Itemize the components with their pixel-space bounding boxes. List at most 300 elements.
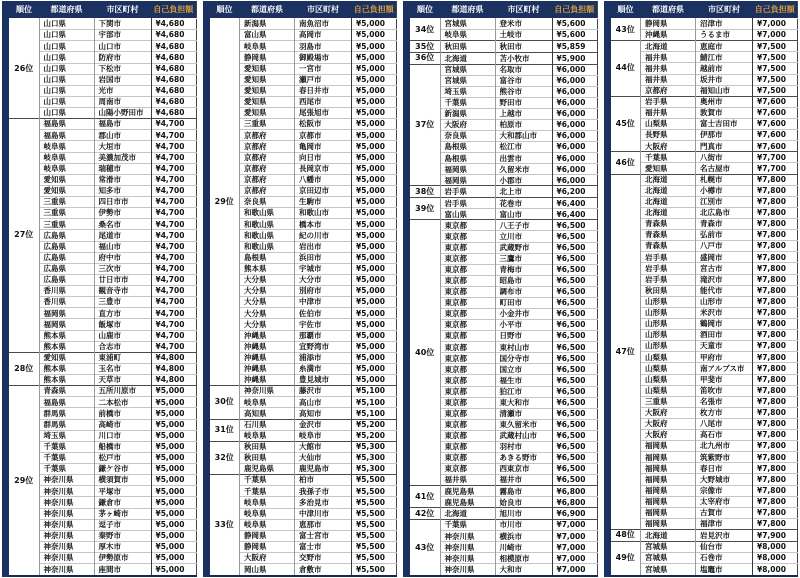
- amount-cell: ¥5,000: [352, 63, 397, 74]
- amount-cell: ¥5,500: [352, 530, 397, 541]
- city-cell: 直方市: [94, 308, 151, 319]
- city-cell: 江別市: [696, 196, 753, 207]
- prefecture-cell: 香川県: [39, 297, 94, 308]
- city-cell: 伊勢原市: [94, 553, 151, 564]
- amount-cell: ¥5,000: [151, 408, 196, 419]
- prefecture-cell: 京都府: [240, 152, 295, 163]
- city-cell: 笛吹市: [696, 385, 753, 396]
- city-cell: 岩国市: [94, 74, 151, 85]
- city-cell: 土岐市: [495, 30, 552, 41]
- prefecture-cell: 高知県: [240, 408, 295, 419]
- city-cell: 交野市: [295, 553, 352, 564]
- amount-cell: ¥4,700: [151, 174, 196, 185]
- prefecture-cell: 東京都: [440, 430, 495, 441]
- table-row: [210, 419, 397, 430]
- city-cell: 観音寺市: [94, 286, 151, 297]
- amount-cell: ¥5,000: [352, 152, 397, 163]
- table-row: [410, 520, 597, 531]
- prefecture-cell: 宮城県: [641, 541, 696, 552]
- prefecture-cell: 沖縄県: [240, 363, 295, 374]
- amount-cell: ¥5,000: [151, 508, 196, 519]
- prefecture-cell: 神奈川県: [39, 564, 94, 576]
- city-cell: 春日市: [696, 463, 753, 474]
- prefecture-cell: 岩手県: [641, 263, 696, 274]
- amount-cell: ¥5,000: [151, 386, 196, 397]
- city-cell: 瀬戸市: [295, 74, 352, 85]
- rank-cell: 43位: [611, 19, 641, 41]
- city-cell: 御殿場市: [295, 52, 352, 63]
- left-accent-bar: [203, 1, 210, 577]
- amount-cell: ¥5,100: [352, 397, 397, 408]
- city-cell: 国立市: [495, 364, 552, 375]
- prefecture-cell: 大阪府: [641, 418, 696, 429]
- amount-cell: ¥7,800: [753, 252, 798, 263]
- table-row: [611, 19, 798, 30]
- city-cell: 上越市: [495, 108, 552, 119]
- prefecture-cell: 岐阜県: [39, 163, 94, 174]
- rank-cell: 44位: [611, 41, 641, 97]
- prefecture-cell: 京都府: [240, 185, 295, 196]
- amount-cell: ¥4,680: [151, 41, 196, 52]
- prefecture-cell: 東京都: [440, 275, 495, 286]
- amount-cell: ¥6,500: [552, 441, 597, 452]
- prefecture-cell: 東京都: [440, 286, 495, 297]
- prefecture-cell: 石川県: [240, 419, 295, 430]
- amount-cell: ¥5,200: [352, 430, 397, 441]
- table-row: [210, 386, 397, 397]
- prefecture-cell: 岐阜県: [240, 497, 295, 508]
- amount-cell: ¥4,680: [151, 30, 196, 41]
- prefecture-cell: 神奈川県: [440, 564, 495, 576]
- prefecture-cell: 山口県: [39, 74, 94, 85]
- amount-cell: ¥7,800: [753, 363, 798, 374]
- prefecture-cell: 奈良県: [440, 131, 495, 142]
- prefecture-cell: 神奈川県: [39, 530, 94, 541]
- rank-cell: 32位: [210, 441, 240, 474]
- prefecture-cell: 熊本県: [39, 375, 94, 386]
- city-cell: 名取市: [495, 64, 552, 75]
- prefecture-cell: 新潟県: [440, 108, 495, 119]
- prefecture-cell: 山口県: [39, 63, 94, 74]
- city-cell: 甲府市: [696, 352, 753, 363]
- amount-cell: ¥5,000: [151, 419, 196, 430]
- prefecture-cell: 千葉県: [440, 520, 495, 531]
- city-cell: 亀岡市: [295, 141, 352, 152]
- amount-cell: ¥6,400: [552, 209, 597, 220]
- prefecture-cell: 岐阜県: [240, 508, 295, 519]
- prefecture-cell: 三重県: [641, 396, 696, 407]
- ranking-table-panel-2: [203, 1, 398, 577]
- city-cell: 門真市: [696, 141, 753, 152]
- city-cell: 玉名市: [94, 363, 151, 374]
- city-cell: 岩見沢市: [696, 530, 753, 542]
- city-cell: 北九州市: [696, 441, 753, 452]
- amount-cell: ¥7,800: [753, 463, 798, 474]
- city-cell: 金沢市: [295, 419, 352, 430]
- city-cell: 合志市: [94, 341, 151, 352]
- amount-cell: ¥4,700: [151, 341, 196, 352]
- header-amount: 自己負担額: [753, 1, 798, 19]
- prefecture-cell: 福岡県: [641, 518, 696, 529]
- city-cell: 和歌山市: [295, 208, 352, 219]
- city-cell: 松江市: [495, 142, 552, 153]
- city-cell: 狛江市: [495, 386, 552, 397]
- prefecture-cell: 北海道: [641, 174, 696, 185]
- amount-cell: ¥8,000: [753, 541, 798, 552]
- amount-cell: ¥5,900: [552, 52, 597, 64]
- table-row: [9, 386, 196, 397]
- prefecture-cell: 宮城県: [440, 64, 495, 75]
- city-cell: 恵庭市: [696, 41, 753, 52]
- amount-cell: ¥7,800: [753, 185, 798, 196]
- rank-cell: 43位: [410, 520, 440, 576]
- city-cell: 藤沢市: [295, 386, 352, 397]
- city-cell: 高崎市: [94, 419, 151, 430]
- prefecture-cell: 大阪府: [641, 407, 696, 418]
- amount-cell: ¥5,000: [352, 108, 397, 119]
- prefecture-cell: 山口県: [39, 52, 94, 63]
- prefecture-cell: 埼玉県: [440, 86, 495, 97]
- rank-cell: 42位: [410, 508, 440, 520]
- amount-cell: ¥5,000: [352, 241, 397, 252]
- prefecture-cell: 神奈川県: [39, 486, 94, 497]
- prefecture-cell: 東京都: [440, 375, 495, 386]
- prefecture-cell: 長野県: [641, 130, 696, 141]
- amount-cell: ¥4,700: [151, 330, 196, 341]
- amount-cell: ¥5,000: [352, 208, 397, 219]
- city-cell: 大和郡山市: [495, 131, 552, 142]
- amount-cell: ¥7,000: [753, 30, 798, 41]
- amount-cell: ¥5,000: [151, 519, 196, 530]
- city-cell: 宇部市: [94, 30, 151, 41]
- amount-cell: ¥5,000: [352, 96, 397, 107]
- table-row: [9, 19, 196, 30]
- city-cell: 小樽市: [696, 185, 753, 196]
- amount-cell: ¥7,500: [753, 63, 798, 74]
- prefecture-cell: 京都府: [240, 163, 295, 174]
- amount-cell: ¥6,800: [552, 486, 597, 497]
- city-cell: 下関市: [94, 19, 151, 30]
- city-cell: 三次市: [94, 263, 151, 274]
- city-cell: 長岡京市: [295, 163, 352, 174]
- amount-cell: ¥5,500: [352, 519, 397, 530]
- city-cell: 福島市: [94, 119, 151, 130]
- amount-cell: ¥7,800: [753, 263, 798, 274]
- prefecture-cell: 群馬県: [39, 419, 94, 430]
- amount-cell: ¥5,600: [552, 19, 597, 30]
- amount-cell: ¥4,800: [151, 375, 196, 386]
- prefecture-cell: 愛知県: [240, 63, 295, 74]
- prefecture-cell: 大阪府: [440, 120, 495, 131]
- prefecture-cell: 大分県: [240, 274, 295, 285]
- city-cell: 京都市: [295, 130, 352, 141]
- city-cell: 宮古市: [696, 263, 753, 274]
- amount-cell: ¥4,700: [151, 208, 196, 219]
- prefecture-cell: 東京都: [440, 320, 495, 331]
- city-cell: 知多市: [94, 185, 151, 196]
- city-cell: 紀の川市: [295, 230, 352, 241]
- city-cell: 我孫子市: [295, 486, 352, 497]
- city-cell: 多治見市: [295, 497, 352, 508]
- prefecture-cell: 北海道: [641, 207, 696, 218]
- left-accent-bar: [604, 1, 611, 577]
- amount-cell: ¥7,700: [753, 163, 798, 174]
- city-cell: 武蔵村山市: [495, 430, 552, 441]
- city-cell: 小郡市: [495, 175, 552, 186]
- city-cell: 座間市: [94, 564, 151, 576]
- prefecture-cell: 愛知県: [39, 185, 94, 196]
- prefecture-cell: 和歌山県: [240, 241, 295, 252]
- table-row: [410, 186, 597, 198]
- prefecture-cell: 沖縄県: [240, 352, 295, 363]
- city-cell: 富士市: [295, 541, 352, 552]
- rank-cell: 41位: [410, 486, 440, 508]
- table-body: [410, 19, 597, 577]
- prefecture-cell: 青森県: [641, 218, 696, 229]
- city-cell: 佐伯市: [295, 308, 352, 319]
- amount-cell: ¥5,000: [352, 130, 397, 141]
- amount-cell: ¥6,500: [552, 375, 597, 386]
- prefecture-cell: 福井県: [641, 74, 696, 85]
- city-cell: 尾張旭市: [295, 108, 352, 119]
- prefecture-cell: 青森県: [641, 230, 696, 241]
- prefecture-cell: 和歌山県: [240, 208, 295, 219]
- prefecture-cell: 神奈川県: [39, 541, 94, 552]
- city-cell: 武蔵野市: [495, 242, 552, 253]
- prefecture-cell: 福岡県: [641, 441, 696, 452]
- amount-cell: ¥5,500: [352, 541, 397, 552]
- header-city: 市区町村: [94, 1, 151, 19]
- amount-cell: ¥4,700: [151, 286, 196, 297]
- prefecture-cell: 東京都: [440, 353, 495, 364]
- prefecture-cell: 福岡県: [39, 308, 94, 319]
- amount-cell: ¥7,000: [552, 520, 597, 531]
- prefecture-cell: 東京都: [440, 397, 495, 408]
- city-cell: 那覇市: [295, 330, 352, 341]
- prefecture-cell: 山口県: [39, 85, 94, 96]
- amount-cell: ¥4,700: [151, 252, 196, 263]
- prefecture-cell: 北海道: [641, 41, 696, 52]
- prefecture-cell: 東京都: [440, 342, 495, 353]
- prefecture-cell: 千葉県: [641, 152, 696, 163]
- amount-cell: ¥6,000: [552, 175, 597, 186]
- prefecture-cell: 京都府: [641, 85, 696, 96]
- city-cell: 八王子市: [495, 220, 552, 231]
- amount-cell: ¥7,800: [753, 496, 798, 507]
- city-cell: 松戸市: [94, 452, 151, 463]
- amount-cell: ¥4,700: [151, 119, 196, 130]
- amount-cell: ¥6,200: [552, 186, 597, 198]
- city-cell: 美濃加茂市: [94, 152, 151, 163]
- city-cell: 札幌市: [696, 174, 753, 185]
- prefecture-cell: 東京都: [440, 386, 495, 397]
- prefecture-cell: 山口県: [39, 41, 94, 52]
- amount-cell: ¥7,800: [753, 374, 798, 385]
- prefecture-cell: 福岡県: [641, 474, 696, 485]
- prefecture-cell: 愛知県: [39, 352, 94, 363]
- amount-cell: ¥7,800: [753, 474, 798, 485]
- prefecture-cell: 北海道: [641, 185, 696, 196]
- amount-cell: ¥6,500: [552, 253, 597, 264]
- city-cell: 米沢市: [696, 307, 753, 318]
- prefecture-cell: 熊本県: [39, 363, 94, 374]
- amount-cell: ¥6,500: [552, 309, 597, 320]
- amount-cell: ¥5,000: [352, 286, 397, 297]
- amount-cell: ¥5,000: [151, 541, 196, 552]
- city-cell: 南アルプス市: [696, 363, 753, 374]
- city-cell: 能代市: [696, 285, 753, 296]
- rank-cell: 34位: [410, 19, 440, 41]
- prefecture-cell: 島根県: [240, 252, 295, 263]
- city-cell: 郡山市: [94, 130, 151, 141]
- amount-cell: ¥5,300: [352, 464, 397, 475]
- prefecture-cell: 岩手県: [440, 198, 495, 209]
- city-cell: 石巻市: [696, 552, 753, 563]
- prefecture-cell: 埼玉県: [39, 430, 94, 441]
- rank-cell: 35位: [410, 41, 440, 53]
- city-cell: 東浦町: [94, 352, 151, 363]
- city-cell: 酒田市: [696, 330, 753, 341]
- prefecture-cell: 広島県: [39, 274, 94, 285]
- prefecture-cell: 山口県: [39, 108, 94, 119]
- amount-cell: ¥7,000: [552, 542, 597, 553]
- prefecture-cell: 東京都: [440, 264, 495, 275]
- amount-cell: ¥7,800: [753, 341, 798, 352]
- amount-cell: ¥6,500: [552, 275, 597, 286]
- header-rank: 順位: [410, 1, 440, 19]
- city-cell: 伊那市: [696, 130, 753, 141]
- amount-cell: ¥7,500: [753, 41, 798, 52]
- amount-cell: ¥7,800: [753, 174, 798, 185]
- amount-cell: ¥5,000: [151, 397, 196, 408]
- prefecture-cell: 京都府: [240, 174, 295, 185]
- city-cell: 二本松市: [94, 397, 151, 408]
- header-city: 市区町村: [295, 1, 352, 19]
- prefecture-cell: 京都府: [240, 130, 295, 141]
- amount-cell: ¥5,000: [352, 330, 397, 341]
- amount-cell: ¥6,500: [552, 475, 597, 486]
- prefecture-cell: 北海道: [641, 530, 696, 542]
- rank-cell: 28位: [9, 352, 39, 385]
- prefecture-cell: 岡山県: [240, 564, 295, 576]
- prefecture-cell: 大分県: [240, 297, 295, 308]
- prefecture-cell: 神奈川県: [39, 508, 94, 519]
- city-cell: 倉敷市: [295, 564, 352, 576]
- city-cell: 福津市: [696, 518, 753, 529]
- prefecture-cell: 静岡県: [240, 541, 295, 552]
- prefecture-cell: 静岡県: [240, 530, 295, 541]
- city-cell: 茅ヶ崎市: [94, 508, 151, 519]
- prefecture-cell: 秋田県: [240, 452, 295, 463]
- prefecture-cell: 山形県: [641, 330, 696, 341]
- city-cell: 平塚市: [94, 486, 151, 497]
- prefecture-cell: 山梨県: [641, 374, 696, 385]
- prefecture-cell: 青森県: [39, 386, 94, 397]
- city-cell: 野田市: [495, 97, 552, 108]
- city-cell: 横浜市: [495, 531, 552, 542]
- amount-cell: ¥5,500: [352, 508, 397, 519]
- amount-cell: ¥5,100: [352, 408, 397, 419]
- prefecture-cell: 千葉県: [39, 452, 94, 463]
- prefecture-cell: 広島県: [39, 230, 94, 241]
- amount-cell: ¥5,000: [352, 141, 397, 152]
- amount-cell: ¥6,500: [552, 364, 597, 375]
- city-cell: 大野城市: [696, 474, 753, 485]
- prefecture-cell: 東京都: [440, 408, 495, 419]
- amount-cell: ¥6,500: [552, 397, 597, 408]
- prefecture-cell: 福岡県: [641, 496, 696, 507]
- prefecture-cell: 京都府: [240, 141, 295, 152]
- city-cell: 旭川市: [495, 508, 552, 520]
- amount-cell: ¥6,500: [552, 453, 597, 464]
- prefecture-cell: 広島県: [39, 252, 94, 263]
- prefecture-cell: 神奈川県: [39, 475, 94, 486]
- amount-cell: ¥5,000: [352, 41, 397, 52]
- amount-cell: ¥5,000: [352, 341, 397, 352]
- city-cell: 五所川原市: [94, 386, 151, 397]
- city-cell: 天童市: [696, 341, 753, 352]
- table-row: [410, 198, 597, 209]
- city-cell: 大館市: [295, 441, 352, 452]
- amount-cell: ¥7,000: [552, 531, 597, 542]
- rank-cell: 47位: [611, 174, 641, 530]
- city-cell: 豊見城市: [295, 375, 352, 386]
- prefecture-cell: 岐阜県: [240, 41, 295, 52]
- amount-cell: ¥7,500: [753, 85, 798, 96]
- amount-cell: ¥5,500: [352, 475, 397, 486]
- city-cell: 松阪市: [295, 119, 352, 130]
- prefecture-cell: 千葉県: [39, 441, 94, 452]
- city-cell: 宇佐市: [295, 319, 352, 330]
- city-cell: 浦添市: [295, 352, 352, 363]
- city-cell: 相模原市: [495, 553, 552, 564]
- header-prefecture: 都道府県: [240, 1, 295, 19]
- rank-cell: 33位: [210, 475, 240, 576]
- amount-cell: ¥7,000: [552, 553, 597, 564]
- prefecture-cell: 岩手県: [641, 96, 696, 107]
- city-cell: 久留米市: [495, 164, 552, 175]
- prefecture-cell: 岐阜県: [440, 30, 495, 41]
- amount-cell: ¥7,800: [753, 218, 798, 229]
- amount-cell: ¥7,800: [753, 318, 798, 329]
- city-cell: 山形市: [696, 296, 753, 307]
- city-cell: 宜野湾市: [295, 341, 352, 352]
- rank-cell: 49位: [611, 541, 641, 576]
- prefecture-cell: 山形県: [641, 341, 696, 352]
- prefecture-cell: 東京都: [440, 331, 495, 342]
- rank-cell: 29位: [210, 19, 240, 386]
- prefecture-cell: 東京都: [440, 453, 495, 464]
- prefecture-cell: 愛知県: [641, 163, 696, 174]
- prefecture-cell: 新潟県: [240, 19, 295, 30]
- amount-cell: ¥7,800: [753, 307, 798, 318]
- amount-cell: ¥7,800: [753, 507, 798, 518]
- prefecture-cell: 鹿児島県: [440, 497, 495, 508]
- table-row: [410, 41, 597, 53]
- table-body: [210, 19, 397, 577]
- table-row: [410, 64, 597, 75]
- prefecture-cell: 大阪府: [240, 553, 295, 564]
- city-cell: 沼津市: [696, 19, 753, 30]
- amount-cell: ¥6,500: [552, 353, 597, 364]
- prefecture-cell: 東京都: [440, 364, 495, 375]
- city-cell: 奥州市: [696, 96, 753, 107]
- table-row: [210, 19, 397, 30]
- city-cell: 昭島市: [495, 275, 552, 286]
- city-cell: 八街市: [696, 152, 753, 163]
- prefecture-cell: 山形県: [641, 307, 696, 318]
- prefecture-cell: 東京都: [440, 464, 495, 475]
